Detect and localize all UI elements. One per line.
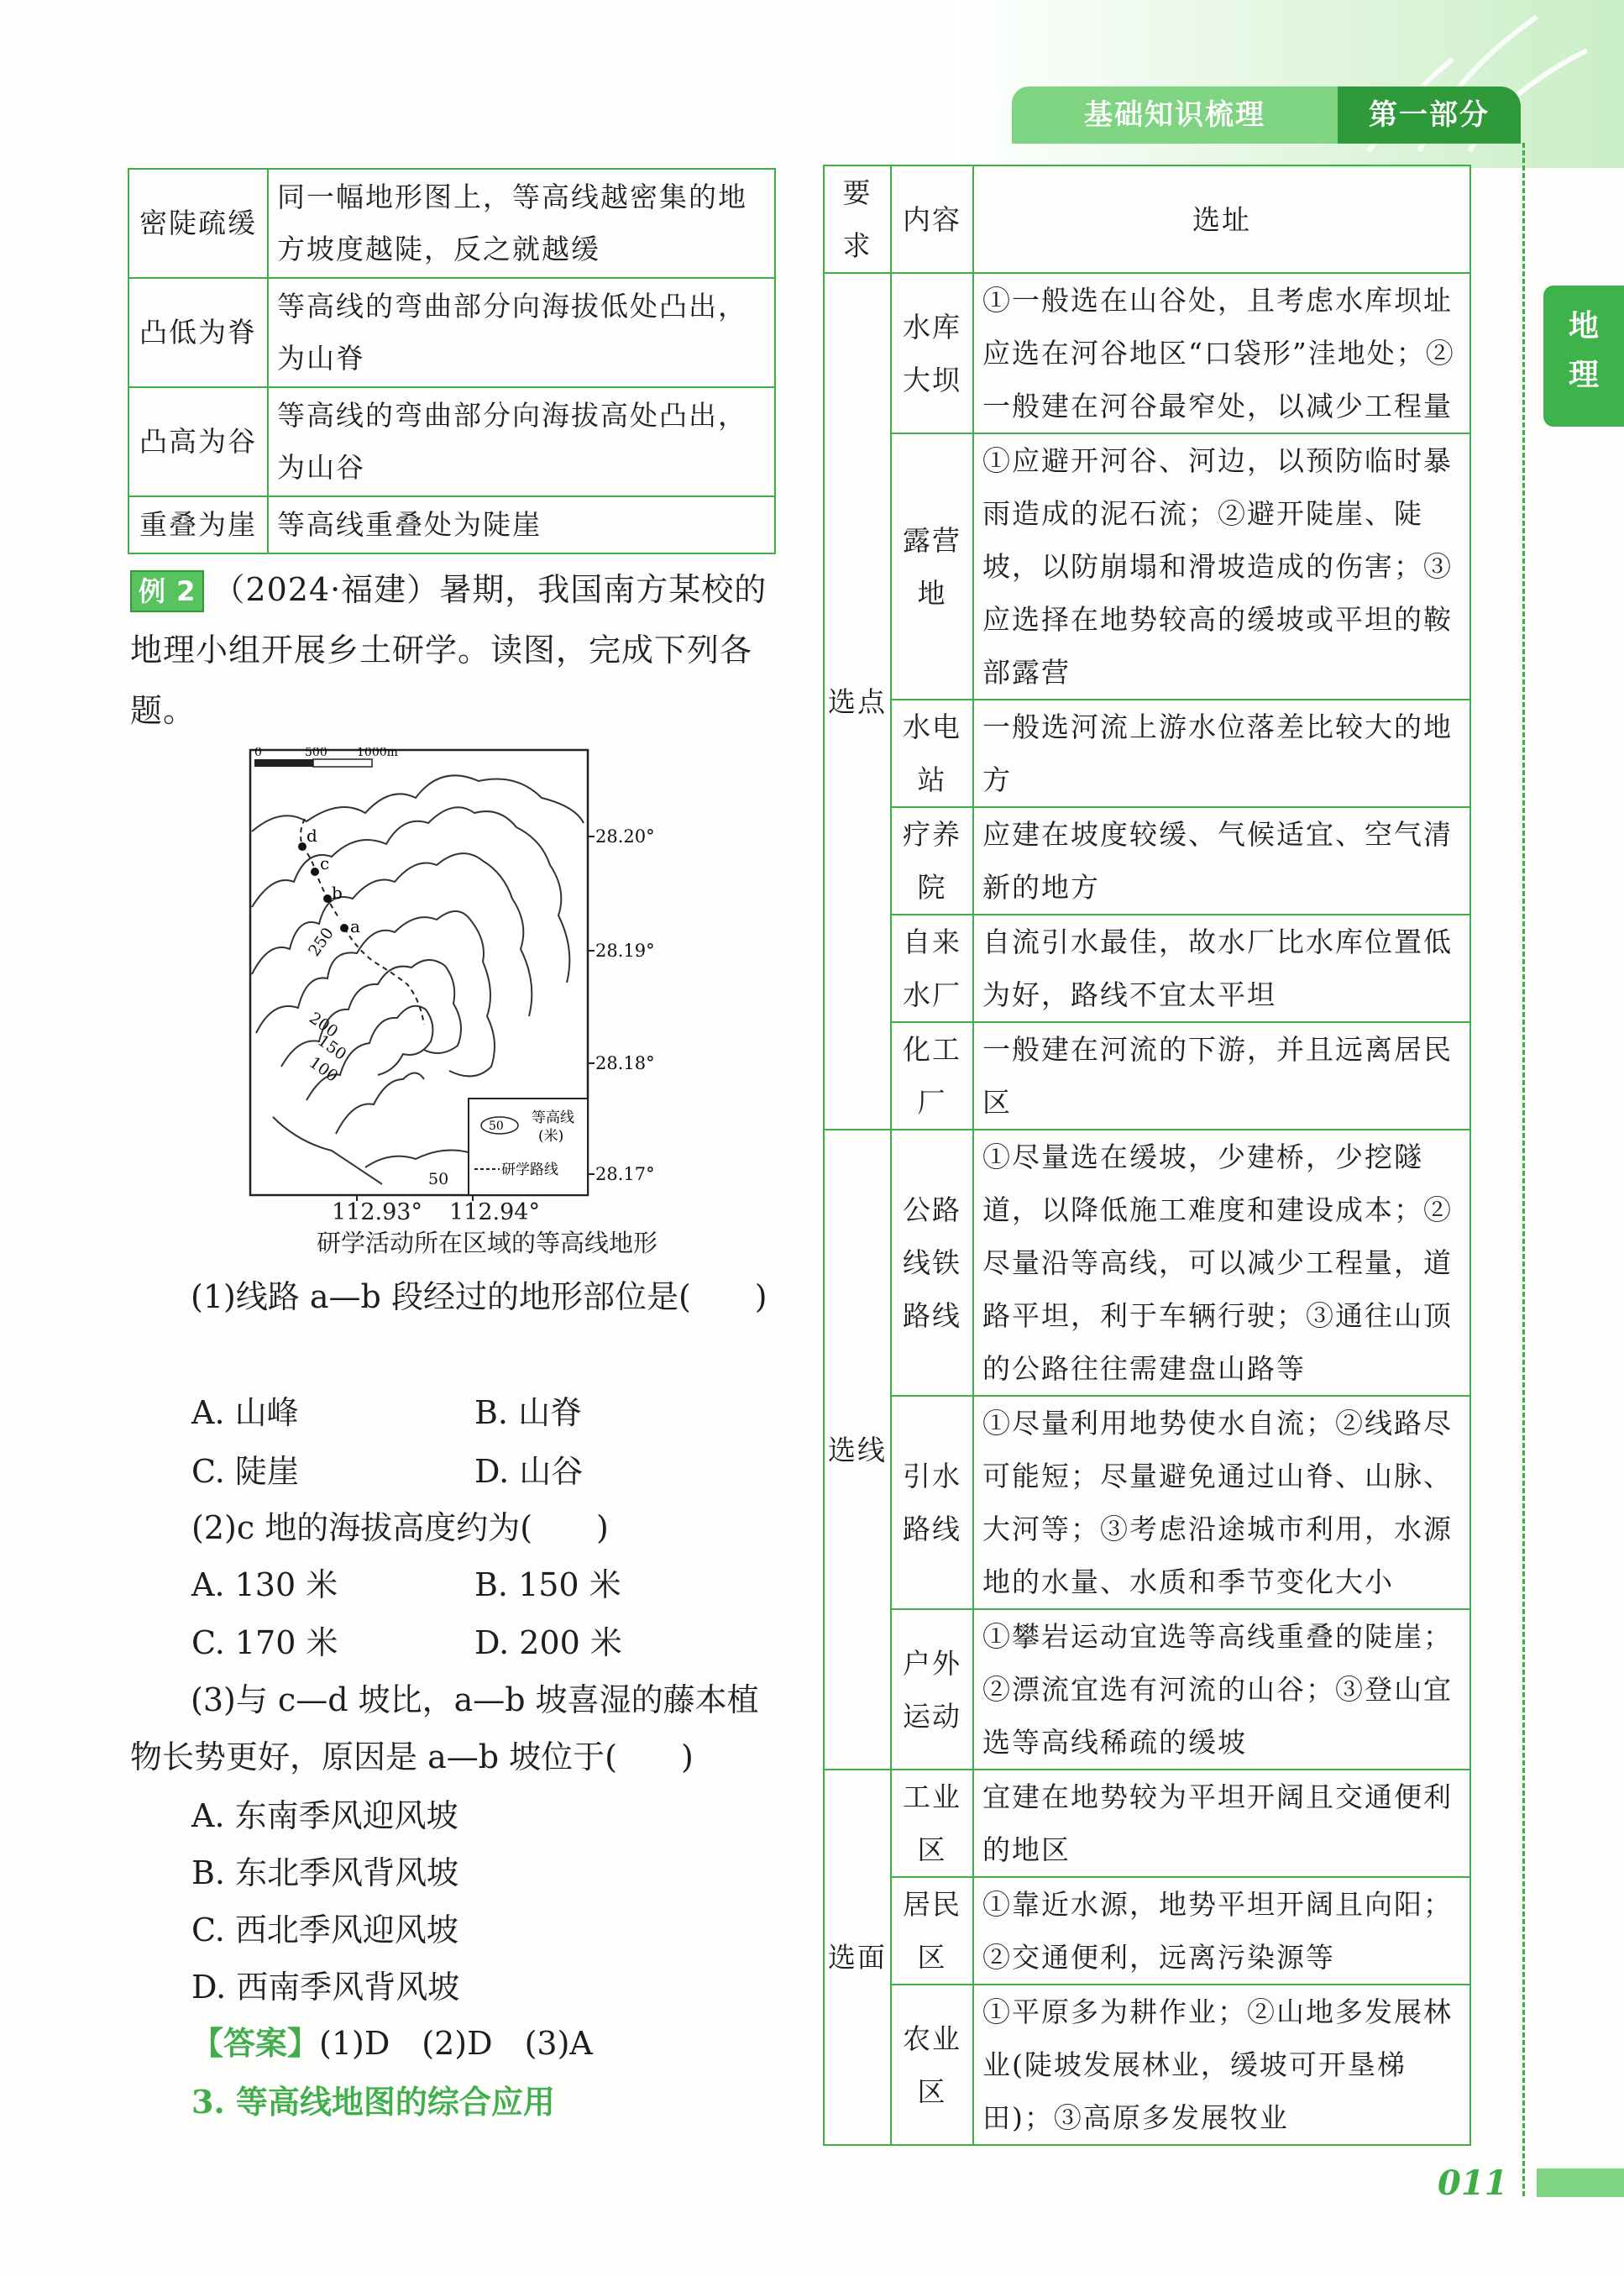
rule-term: 重叠为崖 [128, 496, 268, 553]
subject-side-tab [1543, 286, 1624, 427]
question-3-stem: (3)与 c—d 坡比，a—b 坡喜湿的藤本植物长势更好，原因是 a—b 坡位于( ) [130, 1681, 759, 1775]
table-row [128, 496, 775, 553]
table-row [128, 169, 775, 278]
table-row [824, 1609, 1470, 1770]
table-row [824, 1130, 1470, 1396]
scale-bar-white [313, 759, 372, 767]
req-cell: 选面 [824, 1770, 891, 2145]
question-3-option: D. 西南季风背风坡 [191, 1969, 460, 2006]
point-label: a [350, 916, 360, 936]
table-header-row [824, 165, 1470, 273]
site-cell: 一般选河流上游水位落差比较大的地方 [973, 700, 1470, 807]
site-cell: 宜建在地势较为平坦开阔且交通便利的地区 [973, 1770, 1470, 1877]
table-row [824, 433, 1470, 700]
question-1-stem: (1)线路 a—b 段经过的地形部位是( ) [191, 1278, 767, 1315]
table-row [824, 273, 1470, 433]
question-1-option: D. 山谷 [474, 1453, 584, 1490]
scale-bar-black [254, 759, 313, 767]
site-cell: 应建在坡度较缓、气候适宜、空气清新的地方 [973, 807, 1470, 915]
table-row [824, 1022, 1470, 1130]
table-row [824, 1985, 1470, 2145]
question-1-option: A. 山峰 [191, 1394, 299, 1431]
legend-contour-value: 50 [489, 1120, 504, 1133]
site-cell: ①应避开河谷、河边，以预防临时暴雨造成的泥石流；②避开陡崖、陡坡，以防崩塌和滑坡造成的伤害；③应选择在地势较高的缓坡或平坦的鞍部露营 [973, 433, 1470, 700]
point-d [298, 842, 306, 851]
rule-desc: 同一幅地形图上，等高线越密集的地方坡度越陡，反之就越缓 [268, 169, 775, 278]
site-cell: ①尽量利用地势使水自流；②线路尽可能短；尽量避免通过山脊、山脉、大河等；③考虑沿途城市利用，水源地的水量、水质和季节变化大小 [973, 1396, 1470, 1609]
question-2-option: B. 150 米 [474, 1566, 621, 1603]
contour-map [248, 747, 693, 1201]
table-row [824, 807, 1470, 915]
rule-term: 密陡疏缓 [128, 169, 268, 278]
lat-label: 28.20° [595, 826, 655, 847]
answer-text: (1)D (2)D (3)A [319, 2025, 593, 2062]
rule-desc: 等高线重叠处为陡崖 [268, 496, 775, 553]
lat-label: 28.18° [595, 1053, 655, 1073]
site-cell: ①靠近水源，地势平坦开阔且向阳；②交通便利，远离污染源等 [973, 1877, 1470, 1985]
page-number-bar [1537, 2168, 1624, 2197]
item-cell: 露营地 [891, 433, 973, 700]
contour-label: 100 [306, 1053, 342, 1086]
contour-label: 50 [428, 1170, 449, 1188]
item-cell: 化工厂 [891, 1022, 973, 1130]
table-row [824, 1877, 1470, 1985]
table-row [824, 1770, 1470, 1877]
site-cell: ①攀岩运动宜选等高线重叠的陡崖；②漂流宜选有河流的山谷；③登山宜选等高线稀疏的缓坡 [973, 1609, 1470, 1770]
question-2-stem: (2)c 地的海拔高度约为( ) [191, 1509, 609, 1546]
point-label: c [320, 853, 330, 873]
col-header-req: 要求 [824, 165, 891, 273]
scale-label: 500 [305, 747, 327, 759]
point-label: d [306, 826, 317, 846]
lat-label: 28.17° [595, 1164, 655, 1184]
site-cell: ①平原多为耕作业；②山地多发展林业(陡坡发展林业，缓坡可开垦梯田)；③高原多发展牧业 [973, 1985, 1470, 2145]
header-part-tab: 第一部分 [1338, 87, 1521, 144]
subject-char: 地 [1568, 309, 1599, 343]
example-text: （2024·福建）暑期，我国南方某校的地理小组开展乡土研学。读图，完成下列各题。 [130, 571, 767, 729]
subject-char: 理 [1568, 358, 1599, 392]
item-cell: 引水路线 [891, 1396, 973, 1609]
item-cell: 水电站 [891, 700, 973, 807]
header-section-tab: 基础知识梳理 [1012, 87, 1338, 144]
contour-label: 250 [305, 924, 338, 960]
item-cell: 居民区 [891, 1877, 973, 1985]
page-number: 011 [1438, 2163, 1508, 2203]
scale-label: 0 [254, 747, 262, 759]
question-3-option: A. 东南季风迎风坡 [191, 1797, 458, 1834]
point-c [311, 868, 319, 876]
table-row [128, 278, 775, 387]
site-cell: ①一般选在山谷处，且考虑水库坝址应选在河谷地区“口袋形”洼地处；②一般建在河谷最窄处，以减少工程量 [973, 273, 1470, 433]
rule-term: 凸低为脊 [128, 278, 268, 387]
table-row [824, 1396, 1470, 1609]
scale-label: 1000m [357, 747, 398, 759]
item-cell: 农业区 [891, 1985, 973, 2145]
legend-route-text: 研学路线 [501, 1162, 558, 1178]
item-cell: 疗养院 [891, 807, 973, 915]
req-cell: 选点 [824, 273, 891, 1130]
rule-desc: 等高线的弯曲部分向海拔低处凸出，为山脊 [268, 278, 775, 387]
site-cell: 自流引水最佳，故水厂比水库位置低为好，路线不宜太平坦 [973, 915, 1470, 1022]
lon-label: 112.93° [332, 1199, 422, 1225]
point-a [340, 924, 348, 932]
contour-label: 150 [314, 1031, 350, 1064]
example-badge: 例 2 [130, 570, 204, 612]
question-2-option: D. 200 米 [474, 1624, 622, 1661]
item-cell: 户外运动 [891, 1609, 973, 1770]
question-3-option: C. 西北季风迎风坡 [191, 1912, 458, 1948]
point-b [323, 894, 332, 903]
answer-tag: 【答案】 [191, 2024, 320, 2062]
point-label: b [332, 883, 343, 903]
col-header-item: 内容 [891, 165, 973, 273]
item-cell: 自来水厂 [891, 915, 973, 1022]
question-1-option: C. 陡崖 [191, 1453, 299, 1490]
site-cell: ①尽量选在缓坡，少建桥，少挖隧道，以降低施工难度和建设成本；②尽量沿等高线，可以减少工程量，道路平坦，利于车辆行驶；③通往山顶的公路往往需建盘山路等 [973, 1130, 1470, 1396]
lat-label: 28.19° [595, 941, 655, 961]
col-header-site: 选址 [973, 165, 1470, 273]
table-row [824, 915, 1470, 1022]
legend-contour-text: 等高线 [532, 1109, 574, 1126]
answer-line [191, 2017, 593, 2064]
req-cell: 选线 [824, 1130, 891, 1770]
map-caption: 研学活动所在区域的等高线地形 [316, 1229, 657, 1257]
lon-label: 112.94° [449, 1199, 540, 1225]
question-2-option: A. 130 米 [191, 1566, 338, 1603]
table-row [824, 700, 1470, 807]
question-2-option: C. 170 米 [191, 1624, 338, 1661]
section-3-title: 3. 等高线地图的综合应用 [191, 2083, 555, 2121]
site-selection-table [823, 165, 1471, 2146]
margin-dashed-line [1522, 143, 1525, 2196]
contour-label: 200 [306, 1009, 342, 1041]
site-cell: 一般建在河流的下游，并且远离居民区 [973, 1022, 1470, 1130]
item-cell: 公路线铁路线 [891, 1130, 973, 1396]
legend-contour-unit: (米) [538, 1128, 564, 1145]
rule-term: 凸高为谷 [128, 387, 268, 496]
question-1-option: B. 山脊 [474, 1394, 583, 1431]
table-row [128, 387, 775, 496]
question-3-option: B. 东北季风背风坡 [191, 1854, 459, 1891]
example-intro [130, 559, 777, 741]
contour-rules-table [128, 168, 776, 554]
rule-desc: 等高线的弯曲部分向海拔高处凸出，为山谷 [268, 387, 775, 496]
item-cell: 水库大坝 [891, 273, 973, 433]
item-cell: 工业区 [891, 1770, 973, 1877]
